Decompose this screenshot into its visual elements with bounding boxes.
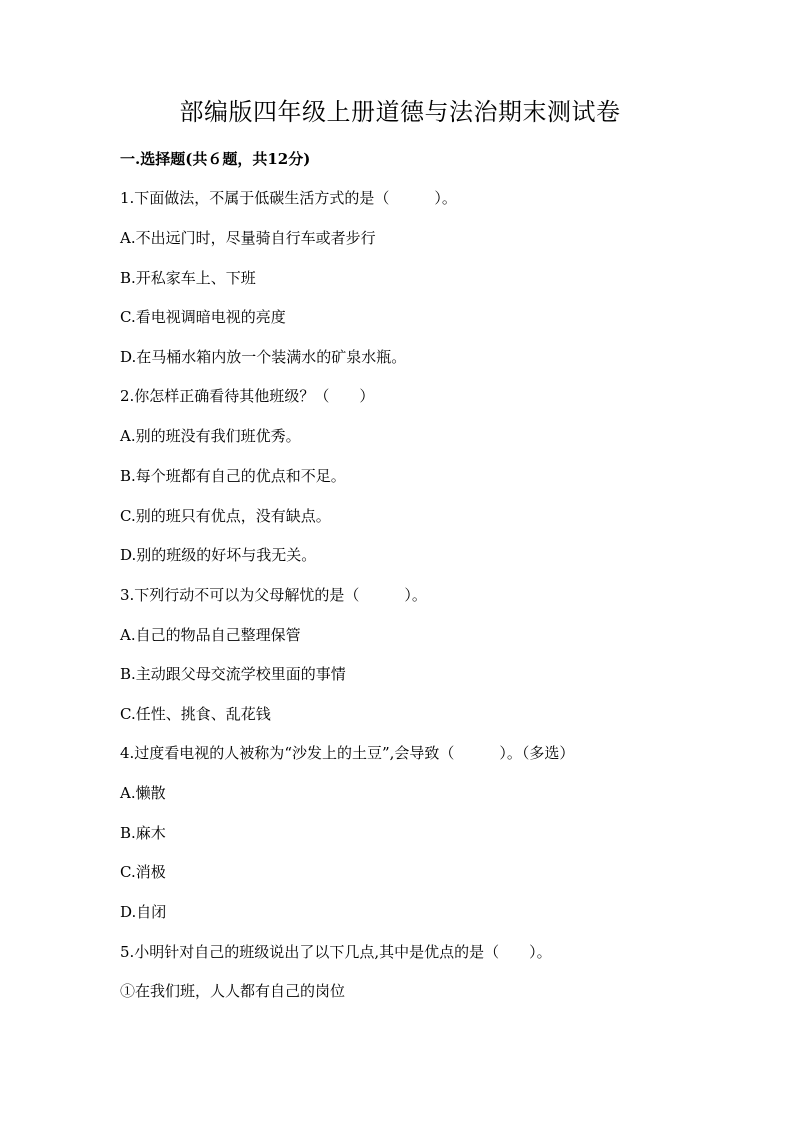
question-2: 2.你怎样正确看待其他班级？（ ） — [120, 387, 375, 405]
question-4: 4.过度看电视的人被称为“沙发上的土豆”,会导致（ ）。（多选） — [120, 744, 575, 762]
document-title: 部编版四年级上册道德与法治期末测试卷 — [179, 98, 621, 126]
option-3b: B.主动跟父母交流学校里面的事情 — [120, 665, 346, 683]
section-heading: 一.选择题(共６题，共12分) — [120, 150, 311, 168]
option-2c: C.别的班只有优点，没有缺点。 — [120, 507, 331, 525]
question-1: 1.下面做法，不属于低碳生活方式的是（ ）。 — [120, 189, 457, 207]
option-3c: C.任性、挑食、乱花钱 — [120, 705, 271, 723]
option-4d: D.自闭 — [120, 903, 167, 921]
option-4a: A.懒散 — [120, 784, 166, 802]
option-1a: A.不出远门时，尽量骑自行车或者步行 — [120, 229, 376, 247]
question-5: 5.小明针对自己的班级说出了以下几点,其中是优点的是（ ）。 — [120, 943, 552, 961]
option-2a: A.别的班没有我们班优秀。 — [120, 427, 301, 445]
option-4b: B.麻木 — [120, 824, 166, 842]
option-1d: D.在马桶水箱内放一个装满水的矿泉水瓶。 — [120, 348, 407, 366]
statement-5-1: ①在我们班，人人都有自己的岗位 — [120, 982, 346, 1000]
option-3a: A.自己的物品自己整理保管 — [120, 626, 301, 644]
question-3: 3.下列行动不可以为父母解忧的是（ ）。 — [120, 586, 427, 604]
option-4c: C.消极 — [120, 863, 166, 881]
option-2b: B.每个班都有自己的优点和不足。 — [120, 467, 346, 485]
option-2d: D.别的班级的好坏与我无关。 — [120, 546, 317, 564]
option-1c: C.看电视调暗电视的亮度 — [120, 308, 286, 326]
option-1b: B.开私家车上、下班 — [120, 269, 256, 287]
